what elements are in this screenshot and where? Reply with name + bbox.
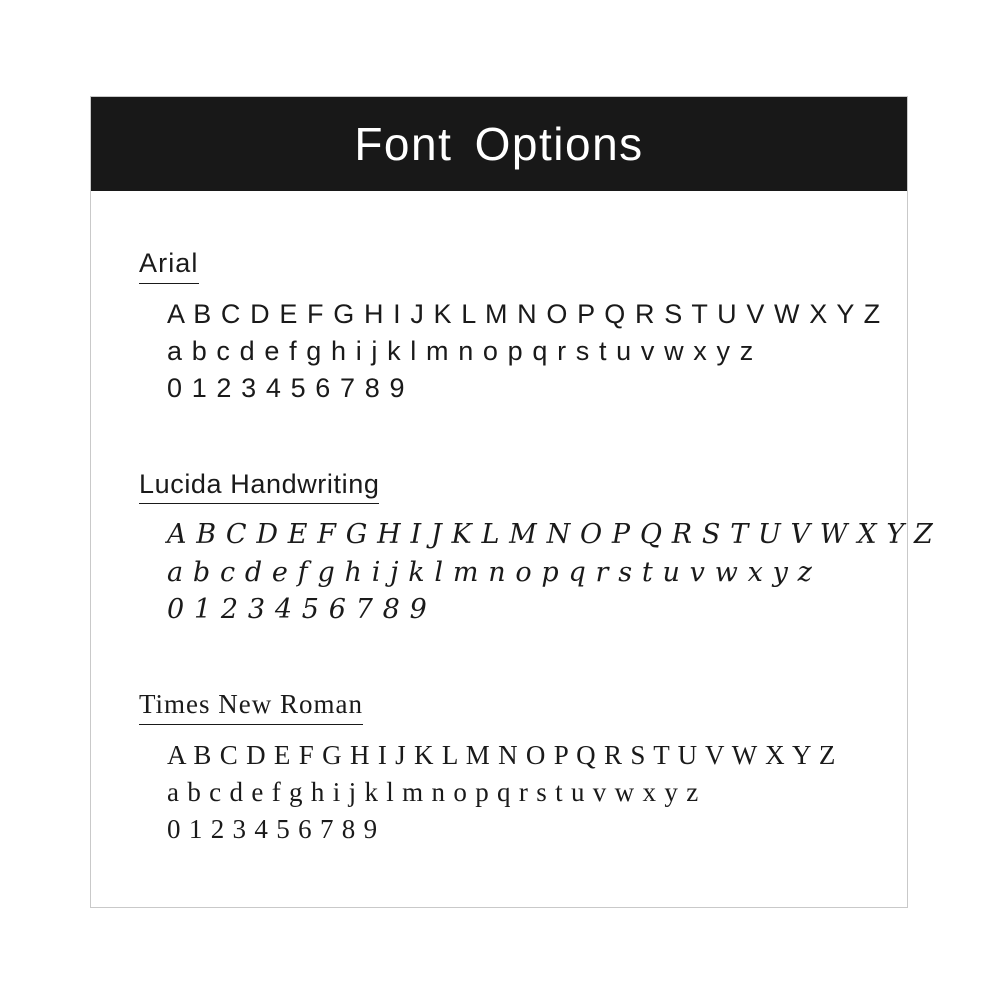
font-name-label: Arial xyxy=(139,247,199,284)
sample-digits: 0 1 2 3 4 5 6 7 8 9 xyxy=(167,373,406,404)
font-name-label: Lucida Handwriting xyxy=(139,468,379,505)
font-option-arial[interactable] xyxy=(139,247,907,408)
sample-lowercase: a b c d e f g h i j k l m n o p q r s t u v w x y z xyxy=(167,777,699,807)
sample-uppercase: A B C D E F G H I J K L M N O P Q R S T U V W X Y Z xyxy=(167,739,837,770)
font-name-label: Times New Roman xyxy=(139,688,363,725)
sample-lowercase: a b c d e f g h i j k l m n o p q r s t u v w x y z xyxy=(167,556,813,588)
sample-digits: 0 1 2 3 4 5 6 7 8 9 xyxy=(167,814,378,845)
font-sample xyxy=(167,296,907,408)
panel-body xyxy=(91,191,934,849)
page-title: Font Options xyxy=(354,118,644,170)
font-option-times-new-roman[interactable] xyxy=(139,688,907,849)
sample-digits: 0 1 2 3 4 5 6 7 8 9 xyxy=(167,593,428,625)
sample-lowercase: a b c d e f g h i j k l m n o p q r s t u v w x y z xyxy=(167,336,755,366)
font-options-panel xyxy=(90,96,934,908)
font-sample xyxy=(167,516,934,628)
sample-uppercase: A B C D E F G H I J K L M N O P Q R S T U V W X Y Z xyxy=(167,519,934,551)
sample-uppercase: A B C D E F G H I J K L M N O P Q R S T U V W X Y Z xyxy=(167,298,882,329)
panel-header xyxy=(91,97,907,191)
font-option-lucida-handwriting[interactable] xyxy=(139,468,934,629)
font-sample xyxy=(167,737,907,849)
